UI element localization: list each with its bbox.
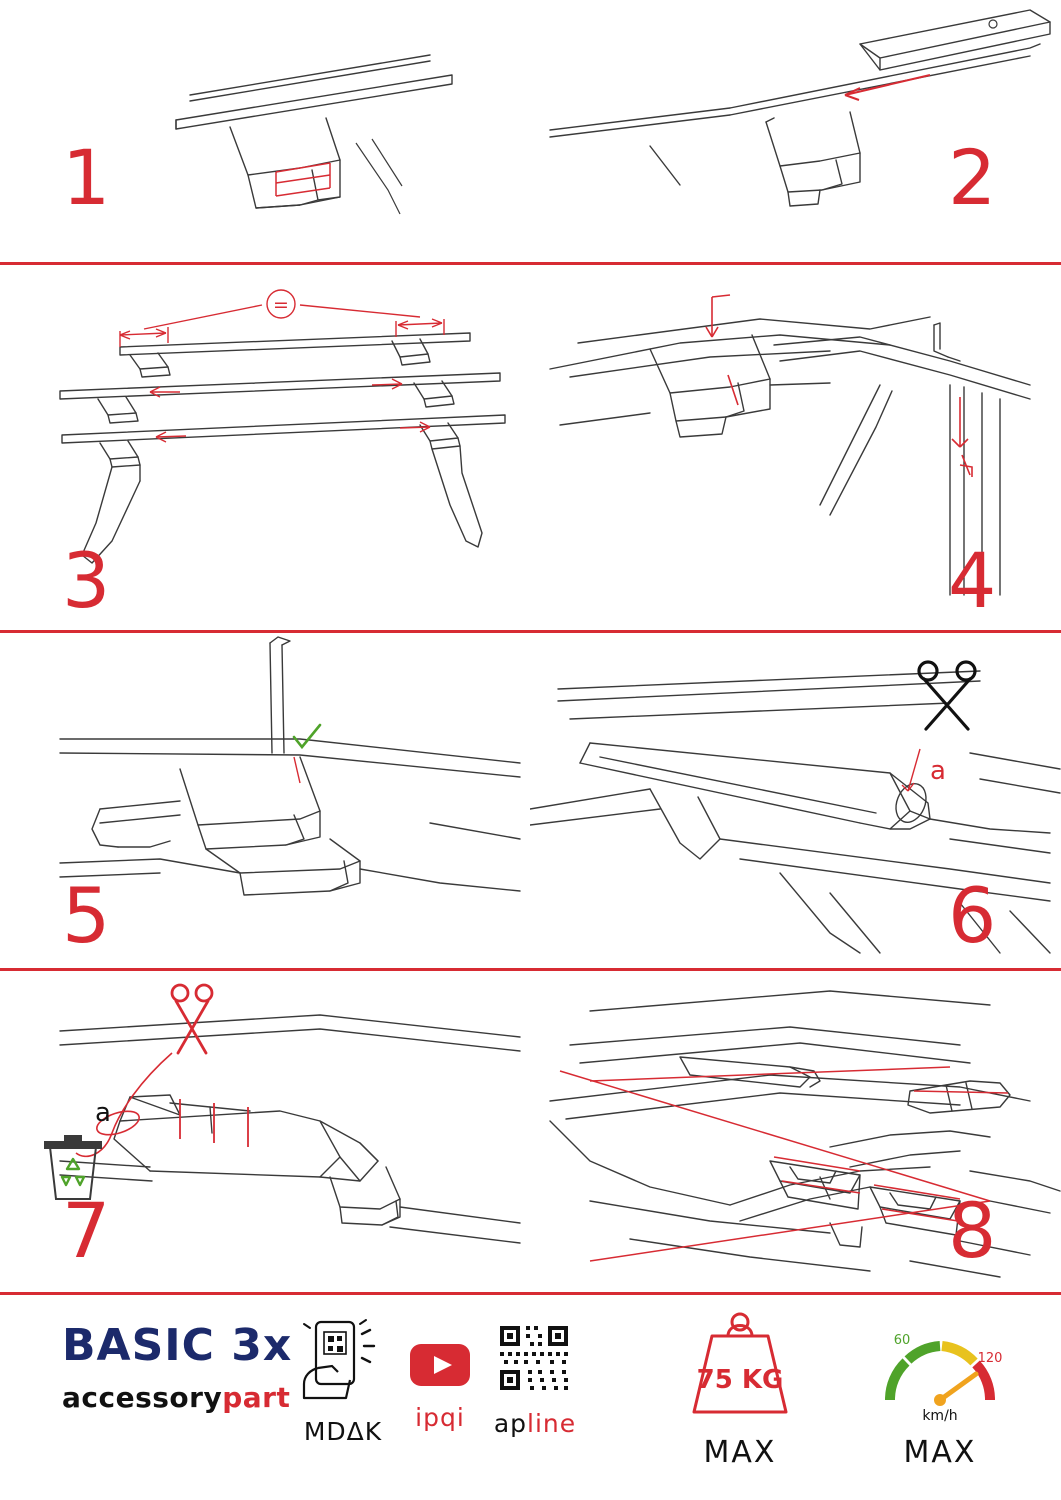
step-8-number: 8	[948, 1186, 997, 1275]
logo-apline-caption-a: ap	[493, 1409, 528, 1438]
logo-ipqi[interactable]	[400, 1338, 480, 1432]
speed-tick-60: 60	[893, 1333, 911, 1348]
step-2-number: 2	[948, 133, 997, 222]
product-name-text: BASIC	[62, 1320, 215, 1371]
step-2-panel	[530, 0, 1061, 262]
step-6-number: 6	[948, 871, 997, 960]
max-weight-caption: MAX	[703, 1435, 777, 1470]
step-2-illustration	[530, 0, 1061, 262]
step-1-panel	[0, 0, 530, 262]
logo-apline[interactable]	[480, 1320, 590, 1438]
logo-mdak-caption	[288, 1417, 398, 1446]
logo-mdak-caption-a: MD	[303, 1417, 347, 1446]
speedometer-icon	[850, 1304, 1030, 1426]
step-3-panel	[0, 265, 530, 630]
label-a-step6: a	[930, 756, 946, 786]
step-3-number: 3	[62, 536, 111, 625]
company-name	[62, 1381, 292, 1414]
step-7-number: 7	[62, 1186, 111, 1275]
qr-code-icon	[480, 1320, 590, 1396]
speed-unit: km/h	[922, 1408, 958, 1424]
step-5-number: 5	[62, 871, 111, 960]
company-name-part1: accessory	[62, 1381, 223, 1414]
logo-mdak[interactable]	[288, 1318, 398, 1446]
qr-scan-hand-icon	[288, 1318, 398, 1404]
logo-apline-caption	[480, 1409, 590, 1438]
logo-ipqi-caption: ipqi	[415, 1403, 465, 1432]
scissors-icon	[172, 985, 212, 1053]
youtube-icon	[400, 1338, 480, 1390]
company-name-part2: part	[222, 1381, 291, 1414]
product-count: 3x	[231, 1320, 293, 1371]
brand-block	[62, 1320, 293, 1414]
logo-mdak-caption-b: K	[364, 1417, 383, 1446]
max-speed-block	[850, 1304, 1030, 1470]
step-1-illustration	[0, 0, 530, 262]
step-5-panel	[0, 633, 530, 968]
weight-icon	[650, 1308, 830, 1426]
footer	[0, 1292, 1061, 1500]
max-weight-value: 75 KG	[696, 1365, 784, 1395]
step-1-number: 1	[62, 133, 111, 222]
step-6-panel	[530, 633, 1061, 968]
label-a-step7: a	[95, 1098, 111, 1128]
max-weight-block	[650, 1308, 830, 1470]
max-speed-caption: MAX	[903, 1435, 977, 1470]
logo-mdak-caption-mark: Δ	[346, 1417, 365, 1446]
logo-apline-caption-b: line	[527, 1409, 577, 1438]
product-name	[62, 1320, 293, 1371]
step-7-panel	[0, 971, 530, 1292]
speed-tick-120: 120	[977, 1351, 1003, 1366]
step-4-number: 4	[948, 536, 997, 625]
step-8-panel	[530, 971, 1061, 1292]
step-4-panel	[530, 265, 1061, 630]
equal-label: =	[273, 294, 289, 316]
